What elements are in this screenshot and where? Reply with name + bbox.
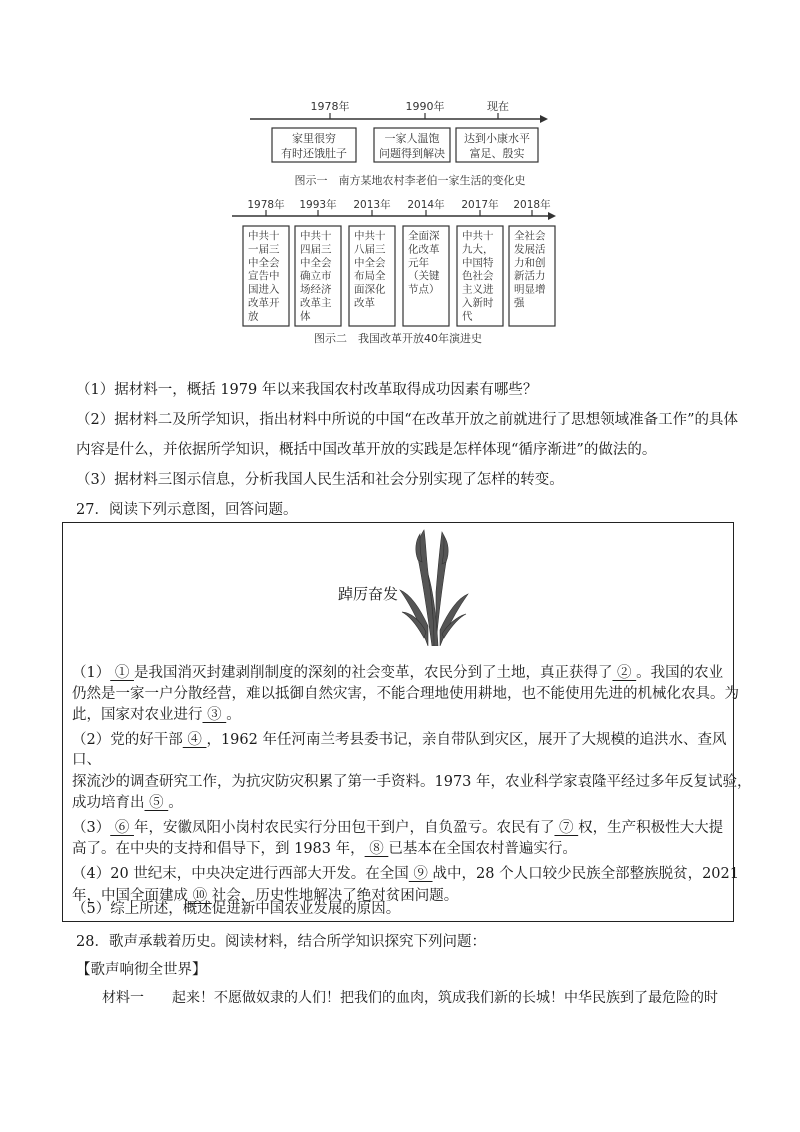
q27-part2-line4-end: 。 xyxy=(168,795,183,811)
blank-10: ⑩ xyxy=(188,888,212,904)
blank-7: ⑦ xyxy=(554,820,579,836)
figure2-box-text: 中共十 xyxy=(354,230,386,242)
figure1-box-text: 家里很穷 xyxy=(292,132,336,145)
box-title: 踔厉奋发 xyxy=(338,585,399,603)
figure1-box-text: 达到小康水平 xyxy=(464,132,530,145)
figure2-box-text: 场经济 xyxy=(300,283,332,296)
figure2-box-text: 中国特 xyxy=(462,256,494,269)
blank-1: ① xyxy=(110,665,134,681)
figure2-box-text: 代 xyxy=(462,310,473,323)
figure2-box-text: 中全会 xyxy=(354,256,386,269)
q27-part4-line2-end: 社会，历史性地解决了绝对贫困问题。 xyxy=(211,888,459,904)
figure-timeline-two xyxy=(0,190,800,360)
q27-part1-line3-end: 。 xyxy=(226,707,241,723)
section-heading: 【歌声响彻全世界】 xyxy=(76,962,207,978)
figure2-box-text: 中全会 xyxy=(248,256,280,269)
figure2-box-text: 改革开 xyxy=(248,297,280,309)
q27-part1-line3 xyxy=(72,705,241,725)
question-27-title: 27．阅读下列示意图，回答问题。 xyxy=(76,502,298,518)
figure1-year: 现在 xyxy=(487,100,509,113)
figure2-year: 2017年 xyxy=(461,199,499,211)
q27-part4-line2-text: 年，中国全面建成 xyxy=(72,888,188,904)
figure2-box-text: 中共十 xyxy=(462,230,494,242)
blank-8: ⑧ xyxy=(364,841,389,857)
figure2-box-text: 强 xyxy=(514,297,525,309)
q27-part1-line1 xyxy=(72,663,723,683)
q27-part1-text: 是我国消灭封建剥削制度的深刻的社会变革，农民分到了土地，真正获得了 xyxy=(133,665,613,681)
q27-part2-line4 xyxy=(72,793,183,813)
q27-part2-label: （2）党的好干部 xyxy=(72,732,183,748)
q27-part1-line3-text: 此，国家对农业进行 xyxy=(72,707,203,723)
figure2-box-text: 面深化 xyxy=(354,283,386,296)
figure2-box-text: 四届三 xyxy=(300,243,332,256)
figure2-box-text: 全社会 xyxy=(514,230,546,242)
blank-4: ④ xyxy=(182,732,207,748)
figure2-box-text: 一届三 xyxy=(248,243,280,256)
figure2-box-text: 体 xyxy=(300,310,311,323)
q27-part4-text: 战中，28 个人口较少民族全部整族脱贫，2021 xyxy=(432,866,739,882)
q27-part2-text: ，1962 年任河南兰考县委书记，亲自带队到灾区，展开了大规模的追洪水、查风 xyxy=(206,732,727,748)
figure2-box-text: （关键 xyxy=(408,270,440,283)
figure2-box-text: 主义进 xyxy=(462,283,494,296)
q27-part3-line1 xyxy=(72,818,723,838)
q27-part3-line2-text: 高了。在中央的支持和倡导下，到 1983 年， xyxy=(72,841,365,857)
q27-part1-text-end: 。我国的农业 xyxy=(636,665,724,681)
q27-part3-line2-end: 已基本在全国农村普遍实行。 xyxy=(388,841,577,857)
q27-part3-line2 xyxy=(72,839,577,859)
figure2-box-text: 中共十 xyxy=(300,230,332,242)
figure2-box-text: 色社会 xyxy=(462,270,494,283)
q27-part3-text-end: 权，生产积极性大大提 xyxy=(578,820,724,836)
q27-part2-line2: 口、 xyxy=(72,752,101,768)
blank-2: ② xyxy=(612,665,637,681)
figure2-box-text: 全面深 xyxy=(408,230,440,242)
figure2-year: 2014年 xyxy=(407,199,445,211)
figure2-box-text: 力和创 xyxy=(514,256,546,269)
figure2-box-text: 中全会 xyxy=(300,256,332,269)
figure2-box-text: 明显增 xyxy=(514,283,546,296)
figure2-year: 1993年 xyxy=(299,199,337,211)
q27-part3-text: 年，安徽凤阳小岗村农民实行分田包干到户，自负盈亏。农民有了 xyxy=(133,820,555,836)
blank-9: ⑨ xyxy=(408,866,433,882)
figure2-year: 2018年 xyxy=(513,199,551,211)
figure-timeline-one xyxy=(0,0,800,200)
figure2-box-text: 九大， xyxy=(462,243,494,256)
blank-5: ⑤ xyxy=(144,795,169,811)
q27-part4-line1 xyxy=(72,864,739,884)
figure2-box-text: 中共十 xyxy=(248,230,280,242)
figure2-box-text: 节点） xyxy=(408,283,440,296)
figure2-year: 2013年 xyxy=(353,199,391,211)
figure2-box-text: 元年 xyxy=(408,256,429,269)
blank-3: ③ xyxy=(202,707,227,723)
figure2-box-text: 国进入 xyxy=(248,283,280,296)
q27-part5: （5）综上所述，概述促进新中国农业发展的原因。 xyxy=(72,901,401,917)
figure2-box-text: 放 xyxy=(248,310,259,323)
q27-part1-line2: 仍然是一家一户分散经营，难以抵御自然灾害，不能合理地使用耕地，也不能使用先进的机械化农具。为 xyxy=(72,686,739,702)
figure1-box-text: 问题得到解决 xyxy=(379,147,445,160)
figure2-box-text: 八届三 xyxy=(354,243,386,256)
figure2-box-text: 改革主 xyxy=(300,297,332,309)
q27-part2-line4-text: 成功培育出 xyxy=(72,795,145,811)
question-26-2: （2）据材料二及所学知识，指出材料中所说的中国“在改革开放之前就进行了思想领域准备工作”的具体 xyxy=(76,412,739,428)
wheat-illustration xyxy=(398,528,470,646)
figure2-box-text: 布局全 xyxy=(354,270,386,283)
q27-part1-label: （1） xyxy=(72,665,111,681)
figure2-year: 1978年 xyxy=(247,199,285,211)
figure1-year: 1990年 xyxy=(405,100,445,113)
figure2-box-text: 改革 xyxy=(354,297,375,309)
question-26-3: （3）据材料三图示信息，分析我国人民生活和社会分别实现了怎样的转变。 xyxy=(76,472,564,488)
q27-part3-label: （3） xyxy=(72,820,111,836)
figure1-box-text: 富足、殷实 xyxy=(469,147,525,160)
figure2-box-text: 确立市 xyxy=(300,270,332,283)
q27-part2-line1 xyxy=(72,730,726,750)
figure2-box-text: 入新时 xyxy=(462,297,494,309)
question-28-title: 28．歌声承载着历史。阅读材料，结合所学知识探究下列问题： xyxy=(76,934,486,950)
q27-part2-line3: 探流沙的调查研究工作，为抗灾防灾积累了第一手资料。1973 年，农业科学家袁隆平经过多年反复试验， xyxy=(72,774,752,790)
question-26-1: （1）据材料一，概括 1979 年以来我国农村改革取得成功因素有哪些？ xyxy=(76,382,538,398)
figure1-box-text: 一家人温饱 xyxy=(384,132,440,145)
figure2-box-text: 宣告中 xyxy=(248,270,280,283)
figure2-box-text: 新活力 xyxy=(514,270,546,283)
figure2-box-text: 发展活 xyxy=(514,243,546,256)
blank-6: ⑥ xyxy=(110,820,134,836)
figure1-caption: 图示一 南方某地农村李老伯一家生活的变化史 xyxy=(294,174,526,187)
figure1-year: 1978年 xyxy=(310,100,350,113)
material-one: 材料一 起来！不愿做奴隶的人们！把我们的血肉，筑成我们新的长城！中华民族到了最危险的时 xyxy=(102,990,718,1006)
figure2-caption: 图示二 我国改革开放40年演进史 xyxy=(314,332,482,345)
q27-part4-label: （4）20 世纪末，中央决定进行西部大开发。在全国 xyxy=(72,866,409,882)
figure2-box-text: 化改革 xyxy=(408,243,440,256)
figure1-box-text: 有时还饿肚子 xyxy=(281,147,347,160)
question-26-2-cont: 内容是什么，并依据所学知识，概括中国改革开放的实践是怎样体现“循序渐进”的做法的。 xyxy=(76,442,657,458)
